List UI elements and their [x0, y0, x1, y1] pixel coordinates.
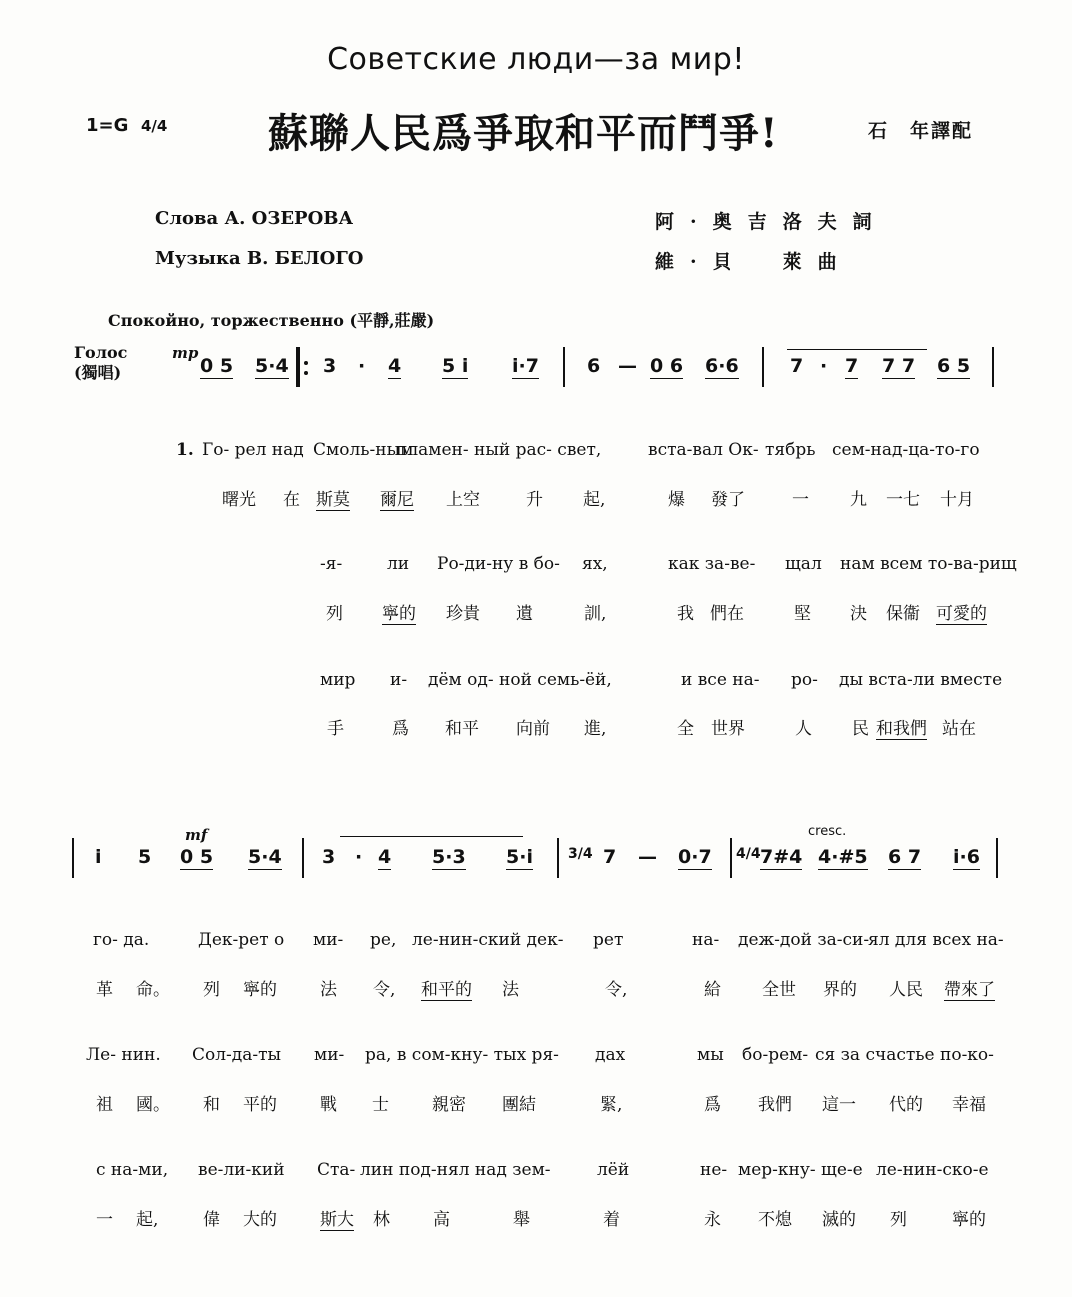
- lyric-ru: Ле- нин.: [86, 1045, 161, 1065]
- lyric-zh: 法: [320, 980, 337, 1000]
- lyric-ru: Го- рел над: [202, 440, 304, 460]
- lyric-zh: 和: [203, 1095, 220, 1115]
- lyric-zh: 幸福: [952, 1095, 986, 1115]
- lyric-ru: мир: [320, 670, 356, 690]
- lyric-ru: ле-нин-ский дек-: [412, 930, 564, 950]
- lyric-zh: 林: [373, 1210, 390, 1230]
- repeat-dot: [304, 371, 308, 375]
- lyric-zh: 舉: [513, 1210, 530, 1230]
- lyric-ru: ях,: [582, 554, 608, 574]
- lyric-zh: 界的: [823, 980, 857, 1000]
- lyric-zh: 升: [526, 490, 543, 510]
- barline: [996, 838, 998, 878]
- lyric-zh: 革: [96, 980, 113, 1000]
- key-signature: 1=G 4/4: [86, 115, 168, 136]
- lyric-ru: Дек-рет о: [198, 930, 285, 950]
- lyric-ru: -я-: [320, 554, 343, 574]
- lyric-ru: дах: [595, 1045, 626, 1065]
- lyric-zh: 大的: [243, 1210, 277, 1230]
- lyric-zh: 令,: [605, 980, 628, 1000]
- lyric-ru: и-: [390, 670, 408, 690]
- lyric-zh: 上空: [446, 490, 480, 510]
- note: 7: [845, 355, 859, 377]
- lyric-ru: пламен- ный рас- свет,: [396, 440, 602, 460]
- staff-line-2: [0, 838, 1072, 878]
- lyric-ru: ли: [387, 554, 410, 574]
- note: 7: [603, 846, 617, 868]
- lyric-zh: 法: [502, 980, 519, 1000]
- repeat-barline: [296, 347, 300, 387]
- dynamic-mf: mf: [185, 826, 208, 844]
- lyric-zh: 向前: [516, 719, 550, 739]
- lyric-zh: 在: [283, 490, 300, 510]
- lyric-ru: рет: [593, 930, 624, 950]
- lyric-ru: не-: [700, 1160, 728, 1180]
- lyric-zh: 戰: [320, 1095, 337, 1115]
- lyric-zh: 祖: [96, 1095, 113, 1115]
- note-dash: —: [618, 355, 637, 377]
- lyric-ru: лин под-нял над зем-: [360, 1160, 551, 1180]
- lyric-ru: Сол-да-ты: [192, 1045, 282, 1065]
- lyric-zh: 爾尼: [380, 485, 414, 511]
- note: 5: [138, 846, 152, 868]
- barline: [302, 838, 304, 878]
- lyric-ru: ле-нин-ско-е: [876, 1160, 989, 1180]
- note-group: 5·3: [432, 846, 466, 868]
- lyric-zh: 人: [795, 719, 812, 739]
- lyric-zh: 保衞: [886, 604, 920, 624]
- lyric-zh: 民: [852, 719, 869, 739]
- lyric-zh: 滅的: [822, 1210, 856, 1230]
- lyric-zh: 列: [890, 1210, 907, 1230]
- lyric-zh: 訓,: [584, 604, 607, 624]
- note-group: 5·4: [248, 846, 282, 868]
- lyric-zh: 全世: [762, 980, 796, 1000]
- note: 4: [388, 355, 402, 377]
- note-group: 7#4: [760, 846, 803, 868]
- note: 3: [322, 846, 336, 868]
- lyric-ru: мы: [697, 1045, 724, 1065]
- lyric-zh: 決: [850, 604, 867, 624]
- lyric-ru: ды вста-ли вместе: [839, 670, 1003, 690]
- lyric-ru: и все на-: [681, 670, 760, 690]
- lyric-zh: 世界: [711, 719, 745, 739]
- barline: [992, 347, 994, 387]
- note: 3: [323, 355, 337, 377]
- lyric-zh: 寧的: [382, 599, 416, 625]
- note-group: 5·i: [506, 846, 533, 868]
- note-group: 0 5: [200, 355, 234, 377]
- tempo-marking: Спокойно, торжественно (平靜,莊嚴): [108, 311, 435, 330]
- lyric-zh: 和我們: [876, 714, 927, 740]
- lyric-zh: 令,: [373, 980, 396, 1000]
- lyric-ru: деж-дой за-си-: [738, 930, 870, 950]
- note-group: i·6: [953, 846, 980, 868]
- lyric-zh: 士: [372, 1095, 389, 1115]
- lyric-ru: ёй,: [585, 670, 612, 690]
- lyric-zh: 團結: [502, 1095, 536, 1115]
- note-group: i·7: [512, 355, 539, 377]
- lyric-ru: го- да.: [93, 930, 150, 950]
- lyric-ru: мер-кну- ще-е: [738, 1160, 863, 1180]
- lyric-ru: ся за счастье по-ко-: [815, 1045, 994, 1065]
- note-dot: ·: [355, 846, 363, 868]
- lyric-zh: 們在: [710, 604, 744, 624]
- lyric-ru: Ро-ди-ну в бо-: [437, 554, 560, 574]
- lyric-zh: 永: [704, 1210, 721, 1230]
- lyric-ru: тябрь: [765, 440, 816, 460]
- note-group: 6·6: [705, 355, 739, 377]
- lyric-zh: 親密: [432, 1095, 466, 1115]
- lyric-zh: 這一: [822, 1095, 856, 1115]
- lyric-zh: 起,: [583, 490, 606, 510]
- lyric-zh: 曙光: [222, 490, 256, 510]
- lyric-ru: вста-вал Ок-: [648, 440, 759, 460]
- lyric-ru: щал: [785, 554, 822, 574]
- lyric-ru: ми-: [313, 930, 344, 950]
- slur: [340, 836, 523, 837]
- lyric-zh: 可愛的: [936, 599, 987, 625]
- note-group: 4·#5: [818, 846, 868, 868]
- note-dash: —: [638, 846, 657, 868]
- words-credit-zh: 阿·奥吉洛夫詞: [655, 211, 888, 233]
- lyric-zh: 一七: [886, 490, 920, 510]
- lyric-ru: ве-ли-кий: [198, 1160, 285, 1180]
- lyric-zh: 斯大: [320, 1205, 354, 1231]
- lyric-zh: 和平的: [421, 975, 472, 1001]
- lyric-zh: 進,: [584, 719, 607, 739]
- lyric-zh: 命。: [136, 980, 170, 1000]
- lyric-zh: 和平: [445, 719, 479, 739]
- lyric-zh: 一: [792, 490, 809, 510]
- lyric-zh: 給: [704, 980, 721, 1000]
- note-group: 0 5: [180, 846, 214, 868]
- lyric-zh: 不熄: [758, 1210, 792, 1230]
- lyric-zh: 九: [850, 490, 867, 510]
- lyric-zh: 着: [603, 1210, 620, 1230]
- lyric-zh: 國。: [136, 1095, 170, 1115]
- slur: [787, 349, 927, 350]
- lyric-zh: 爆: [668, 490, 685, 510]
- note-group: 5·4: [255, 355, 289, 377]
- lyric-ru: нам всем то-ва-рищ: [840, 554, 1017, 574]
- barline: [730, 838, 732, 878]
- cresc-marking: cresc.: [808, 824, 847, 839]
- barline: [72, 838, 74, 878]
- note: 7: [790, 355, 804, 377]
- lyric-ru: ра, в сом-кну- тых ря-: [365, 1045, 559, 1065]
- note-dot: ·: [820, 355, 828, 377]
- lyric-ru: бо-рем-: [742, 1045, 809, 1065]
- lyric-zh: 斯莫: [316, 485, 350, 511]
- barline: [563, 347, 565, 387]
- lyric-zh: 緊,: [600, 1095, 623, 1115]
- lyric-ru: ми-: [314, 1045, 345, 1065]
- lyric-zh: 列: [203, 980, 220, 1000]
- note-dot: ·: [358, 355, 366, 377]
- note-group: 7 7: [882, 355, 916, 377]
- lyric-zh: 一: [96, 1210, 113, 1230]
- lyric-ru: ре,: [370, 930, 397, 950]
- title-chinese: 蘇聯人民爲爭取和平而鬥爭!: [268, 110, 779, 157]
- lyric-zh: 高: [433, 1210, 450, 1230]
- title-russian: Советские люди—за мир!: [327, 42, 745, 77]
- music-credit-ru: Музыка В. БЕЛОГО: [155, 248, 364, 269]
- lyric-ru: лёй: [597, 1160, 630, 1180]
- lyric-zh: 發了: [711, 490, 745, 510]
- note: i: [95, 846, 102, 868]
- staff-line-1: [0, 347, 1072, 387]
- lyric-zh: 爲: [704, 1095, 721, 1115]
- music-credit-zh: 維·貝 萊曲: [655, 251, 853, 273]
- lyric-zh: 平的: [243, 1095, 277, 1115]
- lyric-zh: 爲: [392, 719, 409, 739]
- lyric-zh: 全: [677, 719, 694, 739]
- note-group: 0·7: [678, 846, 712, 868]
- note: 6: [587, 355, 601, 377]
- lyric-zh: 起,: [136, 1210, 159, 1230]
- lyric-zh: 手: [327, 719, 344, 739]
- lyric-zh: 珍貴: [446, 604, 480, 624]
- verse-number: 1.: [176, 440, 194, 460]
- lyric-zh: 偉: [203, 1210, 220, 1230]
- note-group: 5 i: [442, 355, 469, 377]
- lyric-zh: 堅: [794, 604, 811, 624]
- note-group: 0 6: [650, 355, 684, 377]
- lyric-zh: 十月: [940, 490, 974, 510]
- lyric-ru: ял для всех на-: [868, 930, 1004, 950]
- lyric-zh: 寧的: [952, 1210, 986, 1230]
- translator: 石 年譯配: [868, 120, 974, 142]
- lyric-zh: 我: [677, 604, 694, 624]
- lyric-ru: с на-ми,: [96, 1160, 169, 1180]
- lyric-ru: ро-: [791, 670, 818, 690]
- repeat-dot: [304, 361, 308, 365]
- lyric-zh: 代的: [889, 1095, 923, 1115]
- lyric-zh: 列: [326, 604, 343, 624]
- dynamic-mp: mp: [172, 344, 199, 362]
- note-group: 6 5: [937, 355, 971, 377]
- note-group: 6 7: [888, 846, 922, 868]
- lyric-zh: 人民: [889, 980, 923, 1000]
- lyric-zh: 站在: [942, 719, 976, 739]
- voice-label: Голос (獨唱): [74, 343, 128, 382]
- words-credit-ru: Слова А. ОЗЕРОВА: [155, 208, 354, 229]
- barline: [557, 838, 559, 878]
- lyric-ru: Смоль-ным: [313, 440, 414, 460]
- lyric-zh: 寧的: [243, 980, 277, 1000]
- lyric-ru: как за-ве-: [668, 554, 756, 574]
- note: 4: [378, 846, 392, 868]
- lyric-ru: дём од- ной семь-: [428, 670, 586, 690]
- lyric-ru: Ста-: [317, 1160, 356, 1180]
- lyric-ru: на-: [692, 930, 720, 950]
- barline: [762, 347, 764, 387]
- lyric-ru: сем-над-ца-то-го: [832, 440, 980, 460]
- time-change: 4/4: [736, 846, 761, 862]
- time-change: 3/4: [568, 846, 593, 862]
- lyric-zh: 我們: [758, 1095, 792, 1115]
- lyric-zh: 遺: [516, 604, 533, 624]
- lyric-zh: 帶來了: [944, 975, 995, 1001]
